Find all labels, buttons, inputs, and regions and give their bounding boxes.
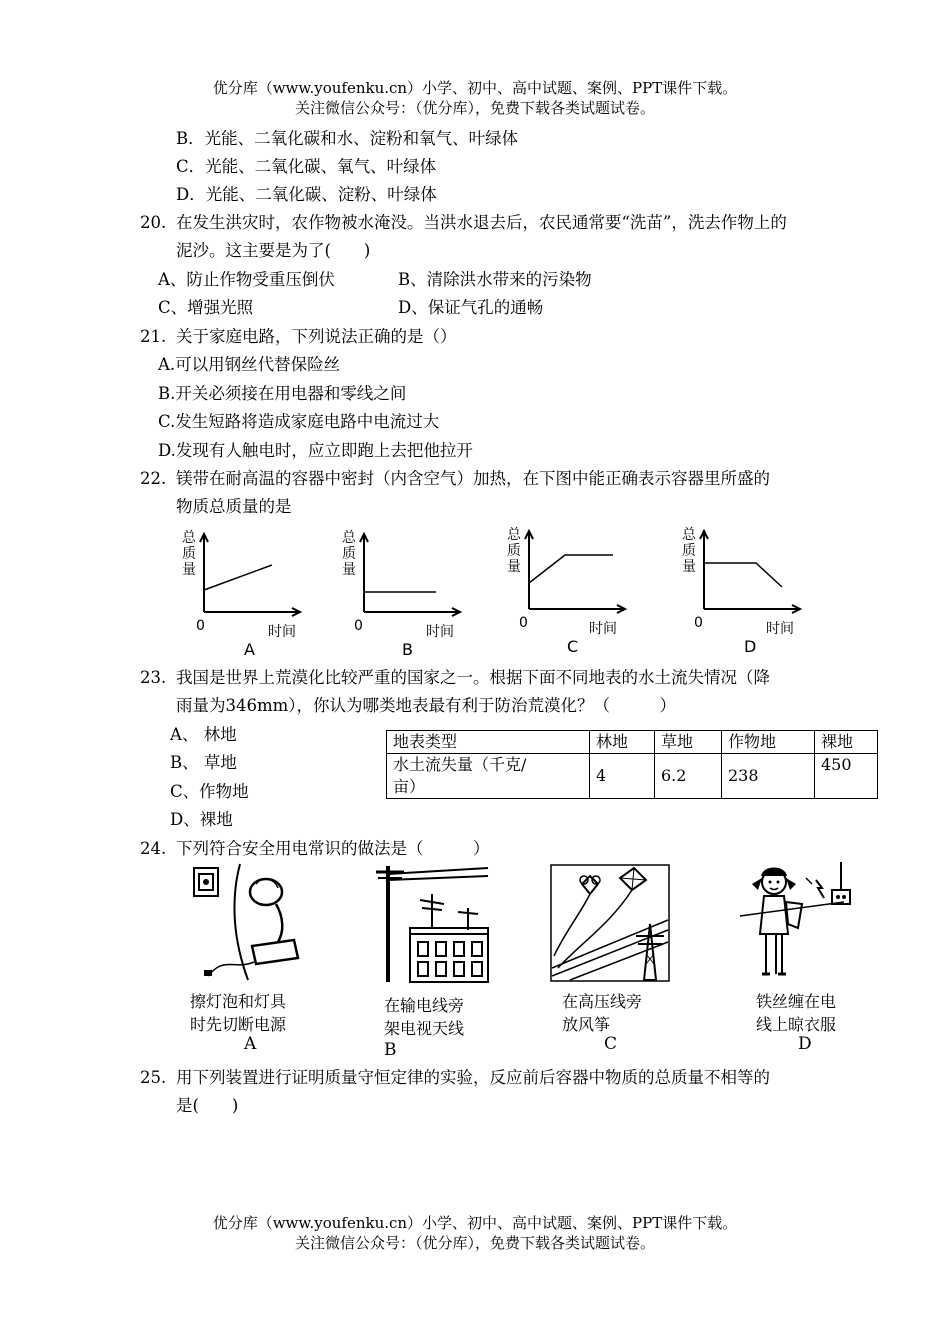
graph-d-label: D [744,637,757,656]
header-line-1: 优分库（www.youfenku.cn）小学、初中、高中试题、案例、PPT课件下载。 [212,79,738,97]
option-a-label: A [244,1034,257,1054]
graph-b-xlabel: 时间 [426,624,454,640]
table-header-cell: 林地 [590,731,655,754]
q21-text-1: 关于家庭电路，下列说法正确的是（） [176,327,457,346]
kite-illustration [550,864,670,982]
q20-number: 20. [140,213,167,232]
table-cell: 238 [722,754,815,799]
q21-option-a: A.可以用钢丝代替保险丝 [158,355,341,374]
table-cell: 4 [590,754,655,799]
footer-line-2: 关注微信公众号：（优分库），免费下载各类试题试卷。 [294,1234,655,1252]
caption-b: 在输电线旁 架电视天线 [384,996,465,1038]
header-line-2: 关注微信公众号：（优分库），免费下载各类试题试卷。 [294,99,655,117]
table-header-cell: 地表类型 [387,731,590,754]
option-d-label: D [798,1034,812,1054]
graph-d [680,525,810,657]
q20-option-a: A、防止作物受重压倒伏 [158,270,335,289]
table-header-cell: 草地 [655,731,722,754]
table-cell: 6.2 [655,754,722,799]
caption-d: 铁丝缠在电 线上晾衣服 [756,992,837,1034]
q19-option-d: D．光能、二氧化碳、淀粉、叶绿体 [176,185,437,204]
q20-text-2: 泥沙。这主要是为了( ) [176,241,371,260]
q22-text-2: 物质总质量的是 [176,497,292,516]
q22-text-1: 镁带在耐高温的容器中密封（内含空气）加热，在下图中能正确表示容器里所盛的 [176,469,770,488]
q20-option-d: D、保证气孔的通畅 [398,298,544,317]
q20-option-c: C、增强光照 [158,298,254,317]
q19-option-c: C．光能、二氧化碳、氧气、叶绿体 [176,157,437,176]
graph-d-xlabel: 时间 [766,621,794,637]
q19-option-b: B．光能、二氧化碳和水、淀粉和氧气、叶绿体 [176,129,519,148]
graph-d-ylabel: 总 质 量 [682,527,696,575]
graph-b-label: B [402,640,413,659]
caption-c: 在高压线旁 放风筝 [562,992,643,1034]
q24-number: 24. [140,839,167,858]
q21-number: 21. [140,327,167,346]
q21-option-c: C.发生短路将造成家庭电路中电流过大 [158,412,440,431]
graph-c-plot [505,525,635,625]
graph-a-label: A [244,640,255,659]
q23-text-2: 雨量为346mm），你认为哪类地表最有利于防治荒漠化？（ ） [176,696,677,715]
q21-option-d: D.发现有人触电时，应立即跑上去把他拉开 [158,441,473,460]
q24-text-1: 下列符合安全用电常识的做法是（ ） [176,839,490,858]
graph-d-origin: 0 [694,615,703,631]
q25-text-1: 用下列装置进行证明质量守恒定律的实验，反应前后容器中物质的总质量不相等的 [176,1068,770,1087]
q23-number: 23. [140,668,167,687]
q22-number: 22. [140,469,167,488]
clothesline-illustration [736,862,856,984]
q23-option-d: D、裸地 [170,810,233,829]
graph-a-origin: 0 [196,618,205,634]
graph-c-ylabel: 总 质 量 [507,527,521,575]
graph-a-plot [180,528,310,628]
graph-c-origin: 0 [519,615,528,631]
q25-number: 25. [140,1068,167,1087]
q25-text-2: 是( ) [176,1096,239,1115]
soil-loss-table [386,730,878,799]
q23-option-b: B、 草地 [170,753,237,772]
q20-option-b: B、清除洪水带来的污染物 [398,270,592,289]
graph-b-ylabel: 总 质 量 [342,530,356,578]
table-header-cell: 裸地 [815,731,878,754]
graph-b-plot [340,528,470,628]
graph-b-origin: 0 [354,618,363,634]
option-c-label: C [604,1034,618,1054]
graph-c-xlabel: 时间 [589,621,617,637]
table-row [387,754,878,799]
q21-option-b: B.开关必须接在用电器和零线之间 [158,384,407,403]
q20-text-1: 在发生洪灾时，农作物被水淹没。当洪水退去后，农民通常要“洗苗”，洗去作物上的 [176,213,787,232]
graph-d-plot [680,525,810,625]
graph-c [505,525,635,657]
antenna-illustration [372,864,492,984]
table-cell: 450 [815,754,878,799]
graph-b [340,528,470,660]
graph-a-xlabel: 时间 [268,624,296,640]
caption-a: 擦灯泡和灯具 时先切断电源 [190,992,287,1034]
table-header-cell: 作物地 [722,731,815,754]
graph-a-ylabel: 总 质 量 [182,530,196,578]
graph-c-label: C [567,637,579,656]
table-row-label: 水土流失量（千克/ 亩） [387,754,590,799]
q23-option-c: C、作物地 [170,782,249,801]
q23-text-1: 我国是世界上荒漠化比较严重的国家之一。根据下面不同地表的水土流失情况（降 [176,668,770,687]
table-header-row [387,731,878,754]
lamp-illustration [190,862,302,982]
graph-a [180,528,310,660]
option-b-label: B [384,1040,397,1060]
footer-line-1: 优分库（www.youfenku.cn）小学、初中、高中试题、案例、PPT课件下载。 [212,1214,738,1232]
q23-option-a: A、 林地 [170,725,237,744]
